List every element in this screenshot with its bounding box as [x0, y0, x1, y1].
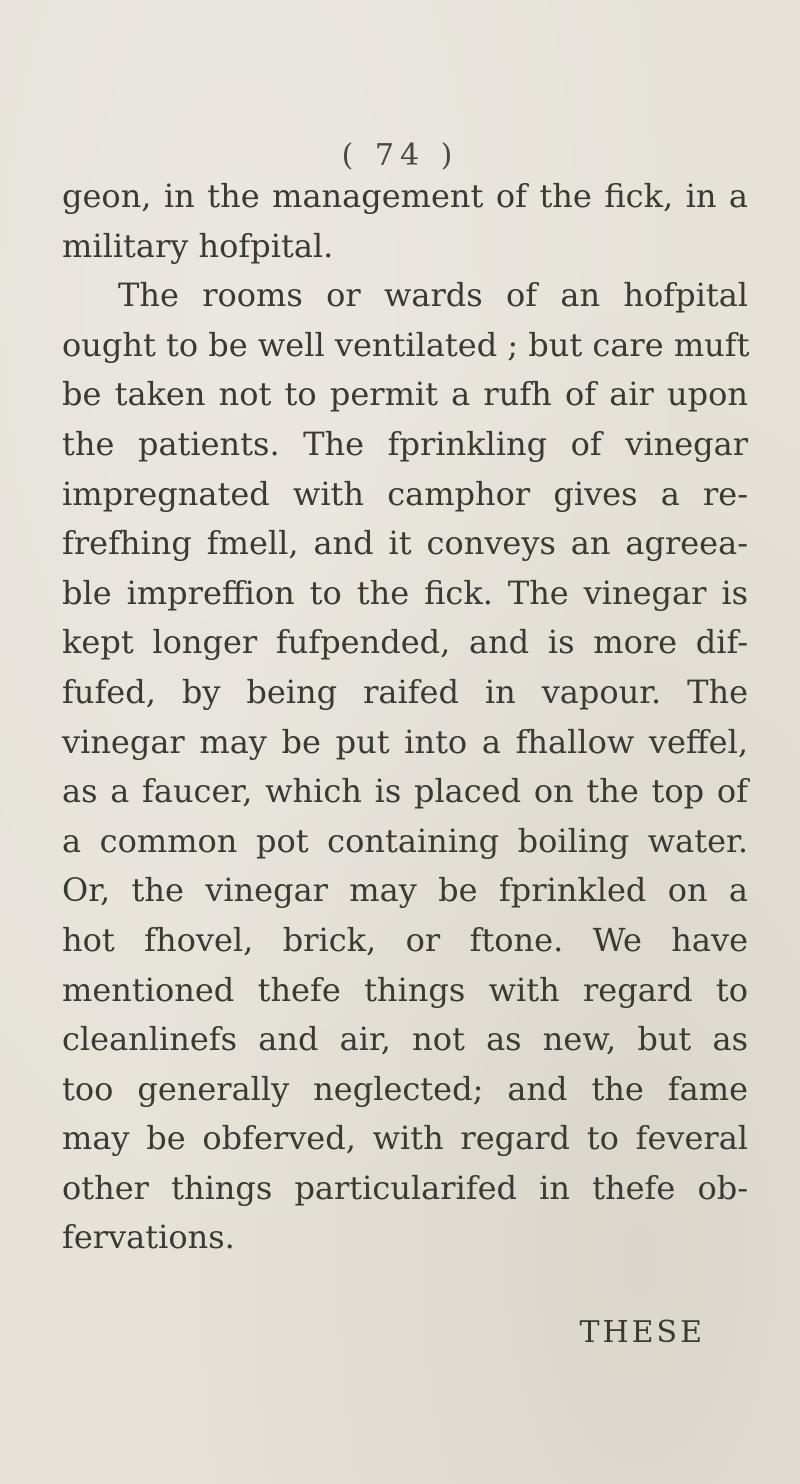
text-line: mentioned thefe things with regard to	[62, 970, 748, 1009]
text-line: The rooms or wards of an hofpital	[118, 276, 748, 315]
text-line: ought to be well ventilated ; but care muft	[62, 325, 750, 364]
text-line: fervations.	[62, 1218, 235, 1257]
text-line: military hofpital.	[62, 226, 334, 265]
text-line: too generally neglected; and the fame	[62, 1069, 748, 1108]
body-text	[62, 172, 748, 1263]
text-line: frefhing fmell, and it conveys an agreea-	[62, 524, 748, 563]
text-line: other things particularifed in thefe ob-	[62, 1168, 748, 1207]
text-line: Or, the vinegar may be fprinkled on a	[62, 871, 748, 910]
catchword: THESE	[579, 1315, 705, 1350]
text-line: vinegar may be put into a fhallow veffel,	[62, 722, 748, 761]
text-line: geon, in the management of the fick, in a	[62, 177, 748, 215]
text-line: may be obferved, with regard to feveral	[62, 1119, 748, 1158]
text-line: be taken not to permit a rufh of air upon	[62, 375, 748, 414]
text-line: fufed, by being raifed in vapour. The	[62, 672, 748, 711]
text-line: a common pot containing boiling water.	[62, 821, 748, 860]
text-line: hot fhovel, brick, or ftone. We have	[62, 920, 748, 959]
text-line: cleanlinefs and air, not as new, but as	[62, 1020, 748, 1059]
text-line: impregnated with camphor gives a re-	[62, 474, 748, 513]
page-number: ( 74 )	[341, 138, 459, 173]
text-line: kept longer fufpended, and is more dif-	[62, 623, 748, 662]
text-line: the patients. The fprinkling of vinegar	[62, 424, 748, 463]
text-line: ble impreffion to the fick. The vinegar is	[62, 573, 748, 612]
text-line: as a faucer, which is placed on the top of	[62, 772, 748, 811]
